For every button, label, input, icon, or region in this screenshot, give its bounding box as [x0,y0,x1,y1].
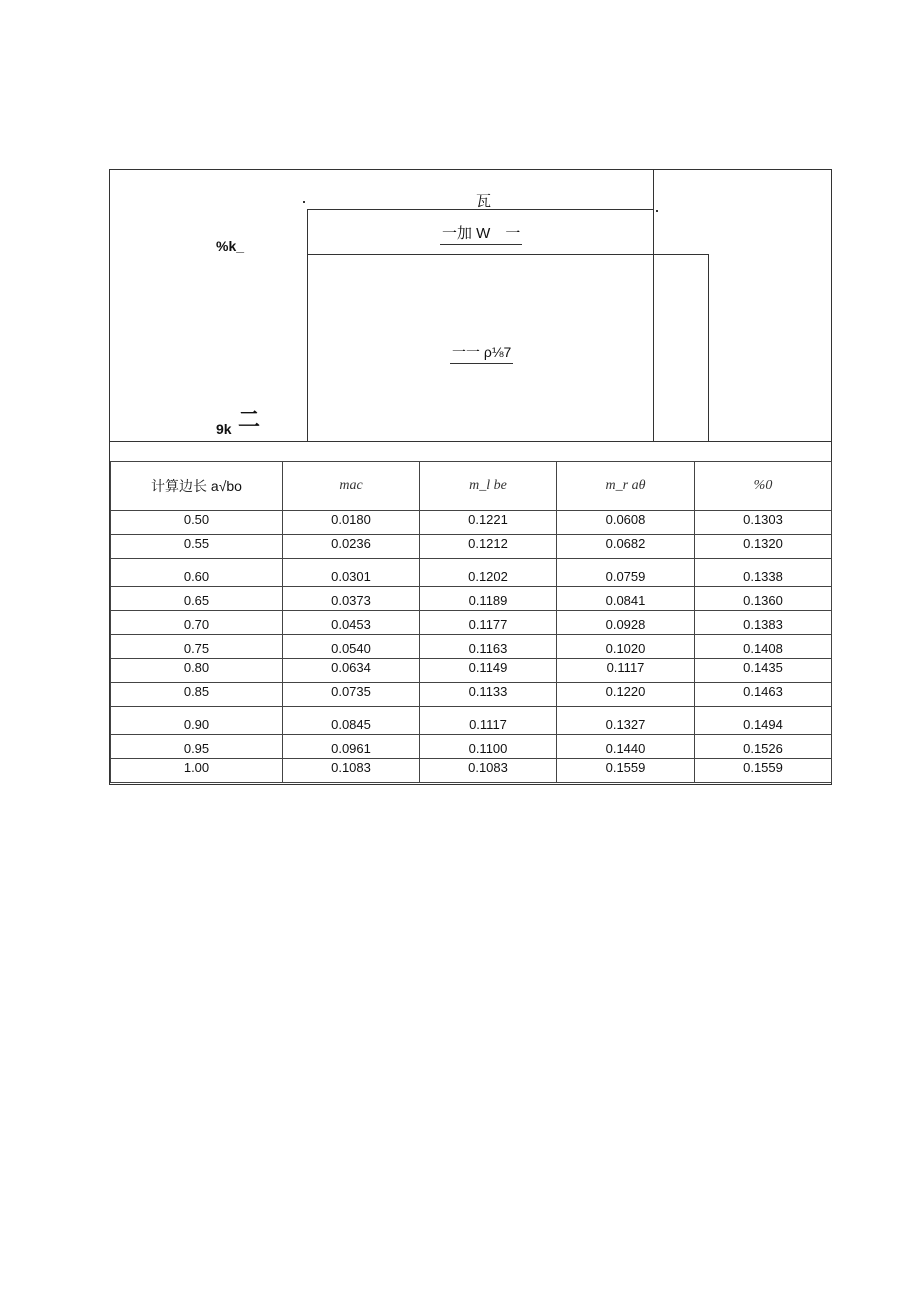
cell: 0.1303 [695,511,832,535]
cell: 0.1020 [557,635,695,659]
cell: 0.65 [111,587,283,611]
table-row [111,735,832,759]
header-mac: mac [283,462,420,511]
cell: 0.55 [111,535,283,559]
left-bottom-mark: 二 [238,407,261,432]
cell: 0.1133 [420,683,557,707]
table-row [111,535,832,559]
table-row [111,659,832,683]
cell: 0.1559 [557,759,695,783]
cell: 0.95 [111,735,283,759]
cell: 0.0540 [283,635,420,659]
header-m0: %0 [695,462,832,511]
cell: 0.1320 [695,535,832,559]
left-label-top: %k_ [216,238,245,254]
table-header-row [111,462,832,511]
diagram-bottom-line [110,441,831,442]
inner-rect-left-edge [307,209,308,441]
cell: 0.1360 [695,587,832,611]
cell: 0.0180 [283,511,420,535]
cell: 0.75 [111,635,283,659]
table-row [111,587,832,611]
cell: 0.0236 [283,535,420,559]
cell: 0.1526 [695,735,832,759]
cell: 0.1463 [695,683,832,707]
left-label-bottom: 9k [216,421,232,437]
cell: 0.1220 [557,683,695,707]
cell: 0.0301 [283,559,420,587]
cell: 0.1212 [420,535,557,559]
inner-label: 一一 ρ⅛7 [450,342,513,364]
cell: 0.1083 [283,759,420,783]
cell: 0.1559 [695,759,832,783]
table-row [111,759,832,783]
cell: 0.0682 [557,535,695,559]
cell: 1.00 [111,759,283,783]
cell: 0.1440 [557,735,695,759]
coefficient-table [110,461,832,783]
cell: 0.0841 [557,587,695,611]
table-row [111,635,832,659]
header-side-ratio: 计算边长 a√bo [111,462,283,511]
cell: 0.1383 [695,611,832,635]
cell: 0.0373 [283,587,420,611]
cell: 0.50 [111,511,283,535]
header-mbe: m_l be [420,462,557,511]
cell: 0.80 [111,659,283,683]
cell: 0.0759 [557,559,695,587]
cell: 0.1100 [420,735,557,759]
header-mae: m_r aθ [557,462,695,511]
cell: 0.90 [111,707,283,735]
cell: 0.1202 [420,559,557,587]
table-row [111,611,832,635]
cell: 0.85 [111,683,283,707]
document-frame [109,169,832,785]
cell: 0.60 [111,559,283,587]
cell: 0.1163 [420,635,557,659]
cell: 0.0845 [283,707,420,735]
cell: 0.1177 [420,611,557,635]
cell: 0.0634 [283,659,420,683]
diagram-divider-right [653,170,654,441]
table-row [111,683,832,707]
plate-diagram [110,170,831,442]
cell: 0.1149 [420,659,557,683]
top-label: 瓦 [476,193,492,210]
cell: 0.1117 [420,707,557,735]
inner-rect-top-line [307,254,708,255]
cell: 0.1494 [695,707,832,735]
inner-rect-right-edge [708,254,709,441]
upper-band-label: 一加 W 一 [440,222,522,245]
cell: 0.1327 [557,707,695,735]
corner-dot-right [656,210,658,212]
corner-dot-left [303,201,305,203]
table-row [111,707,832,735]
cell: 0.0453 [283,611,420,635]
cell: 0.1083 [420,759,557,783]
cell: 0.0735 [283,683,420,707]
cell: 0.0928 [557,611,695,635]
table-row [111,559,832,587]
table-row [111,511,832,535]
cell: 0.1435 [695,659,832,683]
cell: 0.70 [111,611,283,635]
cell: 0.1221 [420,511,557,535]
cell: 0.1338 [695,559,832,587]
cell: 0.0961 [283,735,420,759]
cell: 0.1408 [695,635,832,659]
cell: 0.0608 [557,511,695,535]
cell: 0.1189 [420,587,557,611]
cell: 0.1117 [557,659,695,683]
